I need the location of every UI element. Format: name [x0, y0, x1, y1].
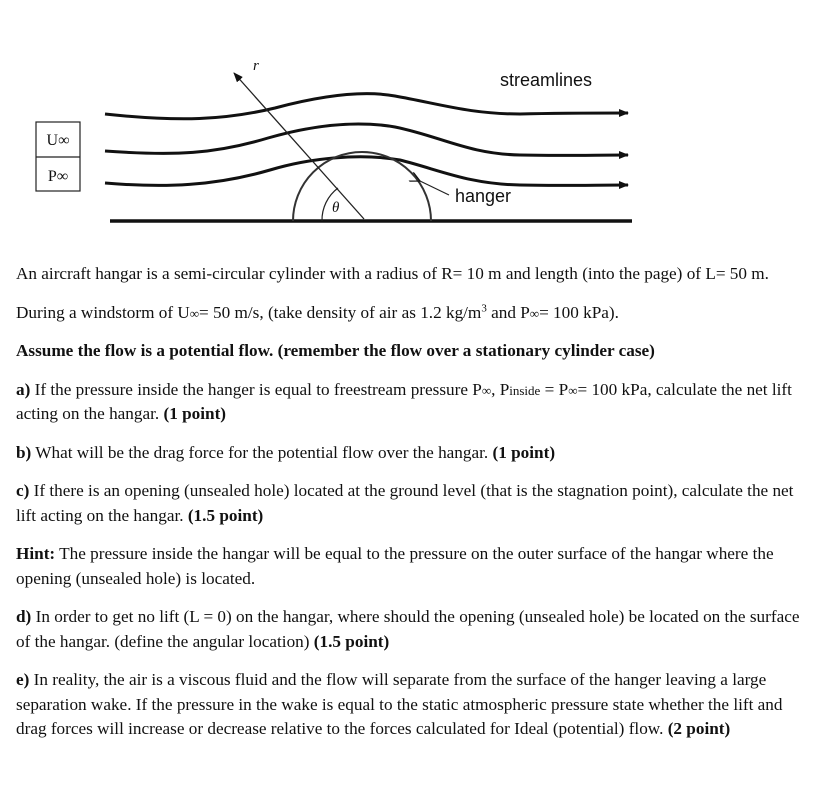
question-e: e) In reality, the air is a viscous fluid and the flow will separate from the surface of the hanger leaving a large separation wake. If the pressure in the wake is equal to the static atmospheric pressure state whether the lift and drag forces will increase or decrease relative to the forces calculated for Ideal (potential) flow. (2 point) — [16, 670, 783, 738]
assumption-paragraph: Assume the flow is a potential flow. (remember the flow over a stationary cylinder case) — [16, 341, 655, 360]
streamline-top — [105, 94, 628, 119]
problem-text — [16, 262, 811, 756]
intro-paragraph: An aircraft hangar is a semi-circular cylinder with a radius of R= 10 m and length (into the page) of L= 50 m. — [16, 264, 769, 283]
streamlines-label: streamlines — [500, 70, 593, 90]
hint-paragraph: Hint: The pressure inside the hangar will be equal to the pressure on the outer surface of the hangar where the opening (unsealed hole) is located. — [16, 544, 774, 588]
flow-diagram — [0, 0, 825, 250]
hanger-label: hanger — [455, 186, 512, 206]
question-a: a) If the pressure inside the hanger is equal to freestream pressure P∞, Pinside = P∞= 100 kPa, calculate the net lift acting on the hangar. (1 point) — [16, 379, 792, 423]
freestream-velocity-label: U∞ — [46, 132, 70, 149]
question-c: c) If there is an opening (unsealed hole) located at the ground level (that is the stagnation point), calculate the net lift acting on the hangar. (1.5 point) — [16, 481, 794, 525]
freestream-pressure-label: P∞ — [47, 168, 69, 185]
radius-label: r — [253, 58, 259, 74]
streamline-bottom — [105, 157, 628, 186]
conditions-paragraph: During a windstorm of U∞= 50 m/s, (take density of air as 1.2 $kg/m^3$ and P∞= 100 kPa). — [16, 301, 619, 322]
question-d: d) In order to get no lift (L = 0) on the hangar, where should the opening (unsealed hole) be located on the surface of the hangar. (define the angular location) (1.5 point) — [16, 607, 800, 651]
question-b: b) What will be the drag force for the potential flow over the hangar. (1 point) — [16, 442, 556, 462]
theta-label: θ — [332, 200, 340, 216]
streamline-middle — [105, 124, 628, 155]
